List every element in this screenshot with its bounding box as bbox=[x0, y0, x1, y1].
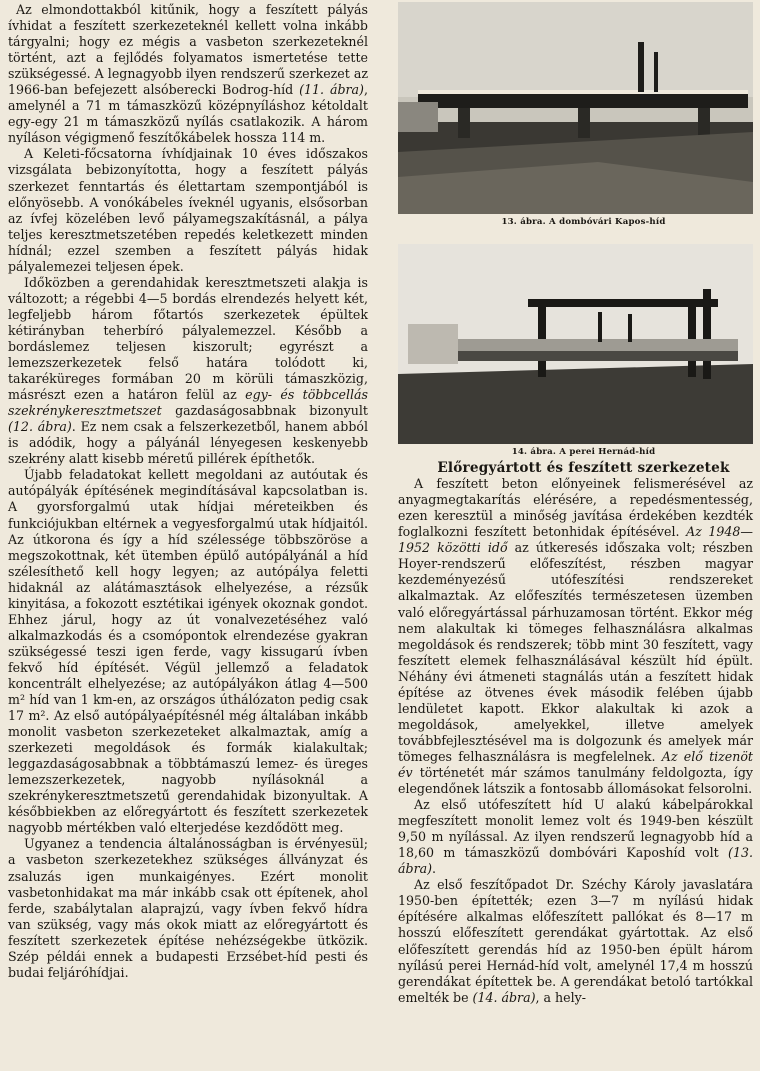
emphasis: Az 1948—1952 közötti idő bbox=[398, 524, 753, 556]
text: Időközben a gerendahidak keresztmetszeti alakja is változott; a régebbi 4—5 bordás elrendezés helyett két, legfeljebb három főtartós szerkezetek épültek kétirányban teherbíró pályalemezzel. Később a bordáslemez teljesen kiszorult; egyrészt a lemezszerkezetek felső határa tolódott ki, takaréküreges formában 20 m körüli támaszközig, másrészt ezen a határon felül az bbox=[8, 274, 368, 403]
text: Az első feszítőpadot Dr. Széchy Károly javaslatára 1950-ben építették; ezen 3—7 m nyílású hidak építésére alkalmas előfeszített pallókat és 8—17 m hosszú előfeszített gerendákat gyártottak. Az első előfeszített gerendás híd az 1950-ben épült három nyílású perei Hernád-híd volt, amelynél 17,4 m hosszú gerendákat építettek be. A gerendákat betoló tartókkal emelték be bbox=[398, 877, 753, 1005]
figure-caption: 13. ábra. A dombóvári Kapos-híd bbox=[501, 217, 666, 227]
text: Az első utófeszített híd U alakú kábelpárokkal megfeszített monolit lemez volt és 1949-ben készült 9,50 m nyílással. Az ilyen rendszerű legnagyobb híd a 18,60 m támaszközű dombóvári Kaposhíd volt bbox=[398, 797, 753, 861]
text: Az elmondottakból kitűnik, hogy a feszített pályás ívhidat a feszített szerkezeteknél kellett volna inkább tárgyalni; hogy ez mégis a vasbeton szerkezeteknél történt, azt a fejlődés folyamatos ismertetése tette szükségessé. A legnagyobb ilyen rendszerű szerkezet az 1966-ban befejezett alsóberecki Bodrog-híd bbox=[8, 2, 368, 98]
photo-hernad-bridge bbox=[398, 244, 753, 444]
figure-ref: (13. ábra) bbox=[398, 845, 753, 877]
text: történetét már számos tanulmány feldolgozta, így elegendőnek látszik a fontosabb állomásokat felsorolni. bbox=[398, 764, 753, 797]
paragraph bbox=[398, 877, 753, 1005]
paragraph bbox=[398, 797, 753, 877]
paragraph bbox=[8, 275, 368, 468]
figure-ref: (11. ábra) bbox=[293, 82, 364, 98]
left-column bbox=[8, 2, 368, 981]
paragraph: Ugyanez a tendencia általánosságban is érvényesül; a vasbeton szerkezetekhez szükséges állványzat és zsaluzás igen munkaigényes. Ezért monolit vasbetonhidakat ma már inkább csak ott építenek, ahol ferde, szabálytalan alaprajzú, vagy ívben fekvő hídra van szükség, vagy más okok miatt az előregyártott és feszített szerkezetek építése nehézségekbe ütközik. Szép példái ennek a budapesti Erzsébet-híd pesti és budai feljáróhídjai. bbox=[8, 836, 368, 980]
section-title: Előregyártott és feszített szerkezetek bbox=[437, 460, 730, 477]
text: , amelynél a 71 m támaszközű középnyíláshoz kétoldalt egy-egy 21 m támaszközű nyílás csatlakozik. A három nyíláson végigmenő feszítőkábelek hossza 114 m. bbox=[8, 82, 368, 146]
figure-caption: 14. ábra. A perei Hernád-híd bbox=[511, 447, 656, 458]
figure-ref: (12. ábra) bbox=[8, 419, 72, 435]
photo-kapos-bridge bbox=[398, 2, 753, 214]
bridge-photo-2 bbox=[398, 244, 753, 444]
right-column bbox=[398, 2, 753, 1006]
text: az útkeresés időszaka volt; részben Hoyer-rendszerű előfeszítést, részben magyar kezdeményezésű utófeszítési rendszereket alkalmaztak. Az előfeszítés természetesen üzemben való előregyártással párhuzamosan történt. Ekkor még nem alakultak ki tömeges felhasználásra alkalmas megoldások és rendszerek; több mint 30 feszített, vagy feszített elemek felhasználásával készült híd épült. Néhány évi átmeneti stagnálás után a feszített hidak építése az ötvenes évek második felében újabb lendületet kapott. Ekkor alakultak ki azok a megoldások, amelyekkel, illetve amelyek továbbfejlesztésével ma is dolgozunk és amelyek már tömeges felhasználásra is megfelelnek. bbox=[398, 540, 753, 764]
paragraph bbox=[398, 476, 753, 797]
text: , a hely- bbox=[535, 989, 586, 1005]
paragraph bbox=[8, 2, 368, 146]
emphasis: Az elő tizenöt év bbox=[398, 748, 753, 780]
bridge-photo-1 bbox=[398, 2, 753, 214]
text: gazdaságosabbnak bizonyult bbox=[161, 403, 368, 419]
text: . Ez nem csak a felszerkezetből, hanem abból is adódik, hogy a pályánál lényegesen keskenyebb szekrény alatt kisebb méretű pillérek építhetők. bbox=[8, 419, 368, 467]
emphasis: egy- és többcellás szekrénykeresztmetszet bbox=[8, 387, 368, 419]
paragraph: Újabb feladatokat kellett megoldani az autóutak és autópályák építésének megindításával kapcsolatban is. A gyorsforgalmú utak hídjai méreteikben és funkciójukban eltérnek a vegyesforgalmú utak hídjaitól. Az útkorona és így a híd szélessége többszöröse a megszokottnak, két ütemben épülő autópályánál a híd szélesíthető kell hogy legyen; az autópálya feletti hidaknál az alátámasztások elhelyezése, a rézsűk kinyitása, a fokozott esztétikai igények okoznak gondot. Ehhez járul, hogy az út vonalvezetéséhez való alkalmazkodás és a csomópontok elrendezése gyakran szükségessé teszi igen ferde, vagy kissugarú ívben fekvő híd építését. Végül jellemző a feladatok koncentrált elhelyezése; az autópályákon átlag 4—500 m² híd van 1 km-en, az országos úthálózaton pedig csak 17 m². Az első autópályaépítésnél még általában inkább monolit vasbeton szerkezeteket alkalmaztak, amíg a szerkezeti megoldások és formák kialakultak; leggazdaságosabbnak a többtámaszú lemez- és üreges lemezszerkezetek, nagyobb nyílásoknál a szekrénykeresztmetszetű gerendahidak bizonyultak. A későbbiekben az előregyártott és feszített szerkezetek nagyobb mértékben való elterjedése kezdődött meg. bbox=[8, 467, 368, 836]
figure-ref: (14. ábra) bbox=[472, 989, 536, 1005]
paragraph: A Keleti-főcsatorna ívhídjainak 10 éves időszakos vizsgálata bebizonyította, hogy a feszített pályás szerkezet fenntartás és élettartam szempontjából is előnyösebb. A vonókábeles íveknél ugyanis, elsősorban az ívfej közelében levő pályamegszakításnál, a pálya teljes keresztmetszetében repedés keletkezett minden hídnál; ezzel szemben a feszített pályás hidak pályalemezei teljesen épek. bbox=[8, 146, 368, 274]
text: . bbox=[432, 861, 437, 877]
text: A feszített beton előnyeinek felismerésével az anyagmegtakarítás elérésére, a repedésmentesség, ezen keresztül a minőség javítása érdekében kezdték foglalkozni feszített betonhidak építésével. bbox=[398, 476, 753, 540]
